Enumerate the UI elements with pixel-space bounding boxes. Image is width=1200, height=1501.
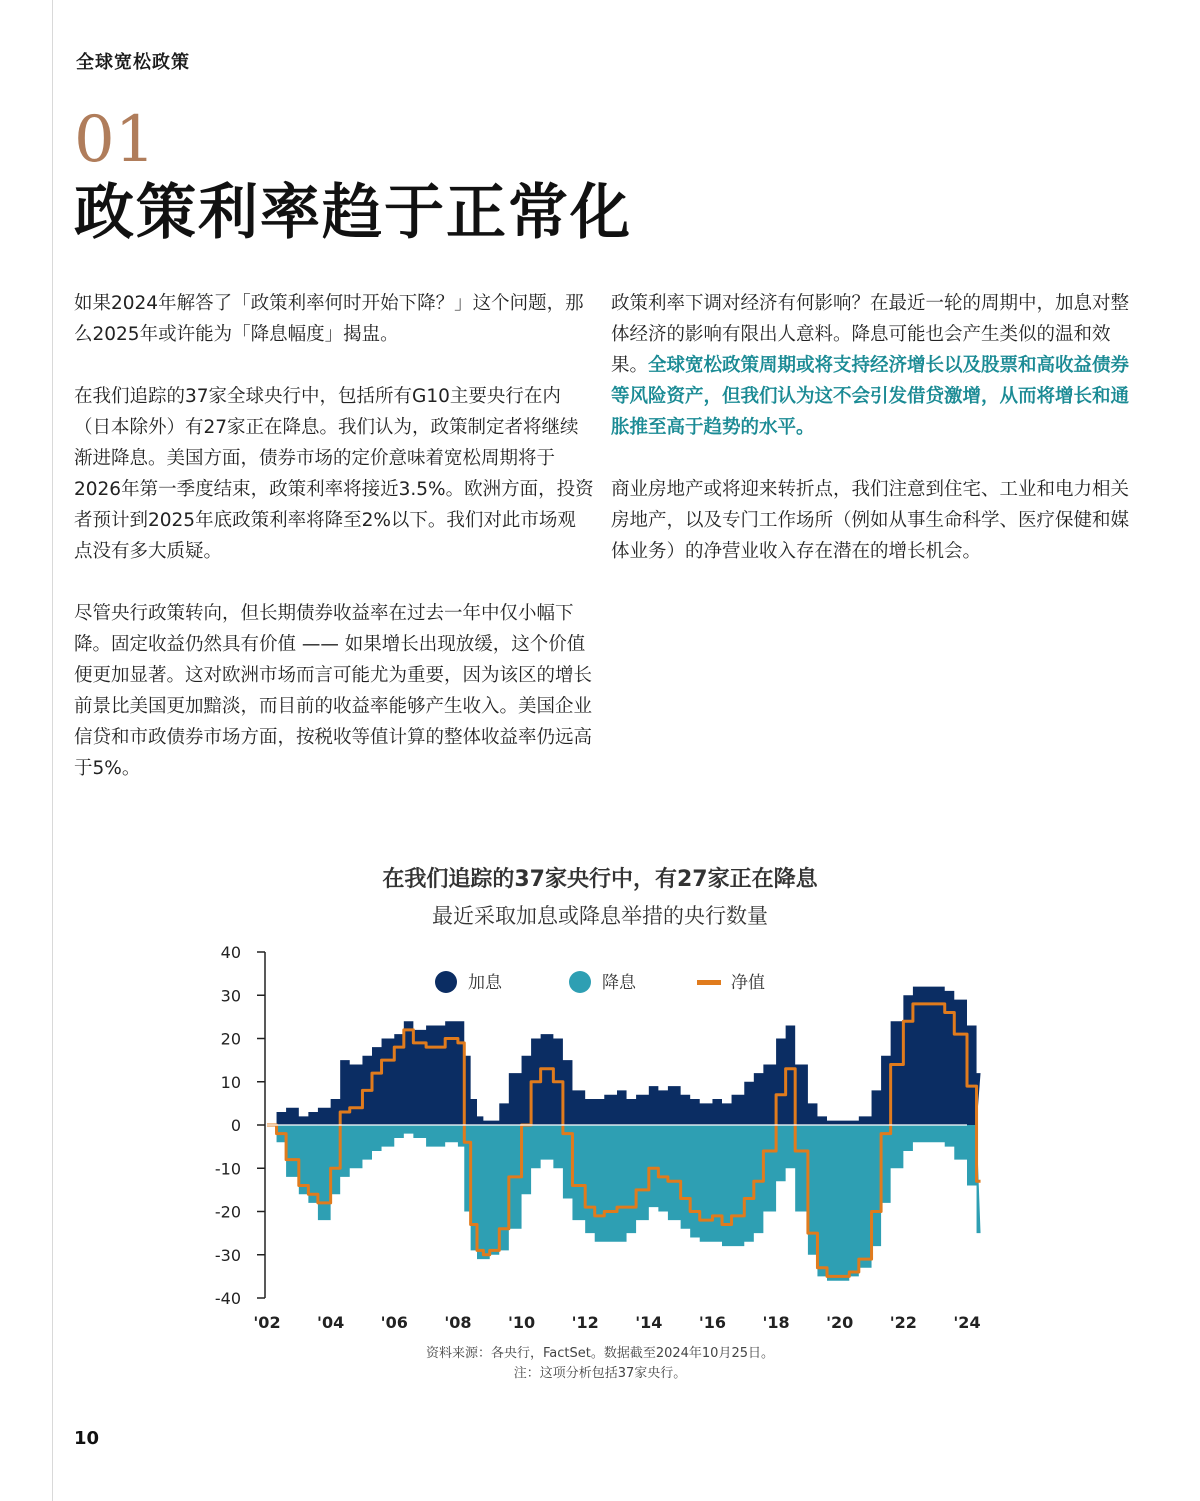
paragraph [611,288,1131,443]
chart-notes [0,1344,1200,1384]
footnote: 注：这项分析包括37家央行。 [513,1366,687,1381]
source-note: 资料来源：各央行，FactSet。数据截至2024年10月25日。 [425,1346,774,1361]
hikes-area [267,987,981,1125]
paragraph: 商业房地产或将迎来转折点，我们注意到住宅、工业和电力相关房地产，以及专门工作场所（例如从事生命科学、医疗保健和媒体业务）的净营业收入存在潜在的增长机会。 [611,479,1130,562]
x-tick-label: '10 [507,1313,536,1332]
x-tick-label: '20 [826,1313,854,1332]
x-tick-label: '18 [762,1313,790,1332]
central-bank-chart [0,930,1200,1340]
section-number: 01 [74,103,156,177]
x-tick-label: '16 [698,1313,727,1332]
y-tick-label: -40 [214,1289,241,1308]
x-tick-label: '04 [317,1313,345,1332]
cuts-area [267,1125,981,1281]
y-tick-label: -30 [214,1245,241,1265]
legend-cut-label: 降息 [602,973,636,993]
body-column-left [74,288,594,815]
section-label: 全球宽松政策 [76,52,190,73]
x-tick-label: '22 [889,1313,917,1332]
paragraph: 尽管央行政策转向，但长期债券收益率在过去一年中仅小幅下降。固定收益仍然具有价值 —— 如果增长出现放缓，这个价值便更加显著。这对欧洲市场而言可能尤为重要，因为该区的增长前景比美国更加黯淡，而目前的收益率能够产生收入。美国企业信贷和市政债券市场方面，按税收等值计算的整体收益率仍远高于5%。 [74,603,593,779]
paragraph: 在我们追踪的37家全球央行中，包括所有G10主要央行在内（日本除外）有27家正在降息。我们认为，政策制定者将继续渐进降息。美国方面，债券市场的定价意味着宽松周期将于2026年第一季度结束，政策利率将接近3.5%。欧洲方面，投资者预计到2025年底政策利率将降至2%以下。我们对此市场观点没有多大质疑。 [74,386,594,562]
legend-hike-swatch [435,971,457,993]
x-tick-label: '12 [571,1313,599,1332]
y-tick-label: 30 [220,986,241,1006]
y-tick-label: 20 [220,1029,241,1049]
page-title: 政策利率趋于正常化 [74,178,632,248]
y-tick-label: 0 [230,1116,241,1135]
y-tick-label: -10 [214,1159,241,1179]
page-number: 10 [74,1428,100,1449]
legend-hike-label: 加息 [468,973,502,993]
y-tick-label: 40 [220,943,241,962]
y-tick-label: -20 [214,1202,241,1222]
x-tick-label: '06 [380,1313,408,1332]
x-tick-label: '08 [444,1313,472,1332]
y-tick-label: 10 [220,1072,241,1092]
x-tick-label: '02 [253,1313,281,1332]
x-tick-label: '14 [635,1313,663,1332]
area-layer [267,987,981,1281]
legend-net-label: 净值 [731,973,765,993]
legend-cut-swatch [569,971,591,993]
legend-net-swatch [697,980,721,985]
chart-title: 在我们追踪的37家央行中，有27家正在降息 [382,867,818,892]
highlighted-text: 全球宽松政策周期或将支持经济增长以及股票和高收益债券等风险资产，但我们认为这不会引发借贷激增，从而将增长和通胀推至高于趋势的水平。 [611,355,1130,438]
x-tick-label: '24 [953,1313,981,1332]
chart-subtitle: 最近采取加息或降息举措的央行数量 [432,904,768,928]
chart-legend [435,971,765,993]
paragraph: 如果2024年解答了「政策利率何时开始下降？」这个问题，那么2025年或许能为「降息幅度」揭盅。 [74,293,584,345]
paragraph-text: 政策利率下调对经济有何影响？在最近一轮的周期中，加息对整体经济的影响有限出人意料。降息可能也会产生类似的温和效果。 [611,293,1130,376]
body-column-right [611,288,1131,598]
